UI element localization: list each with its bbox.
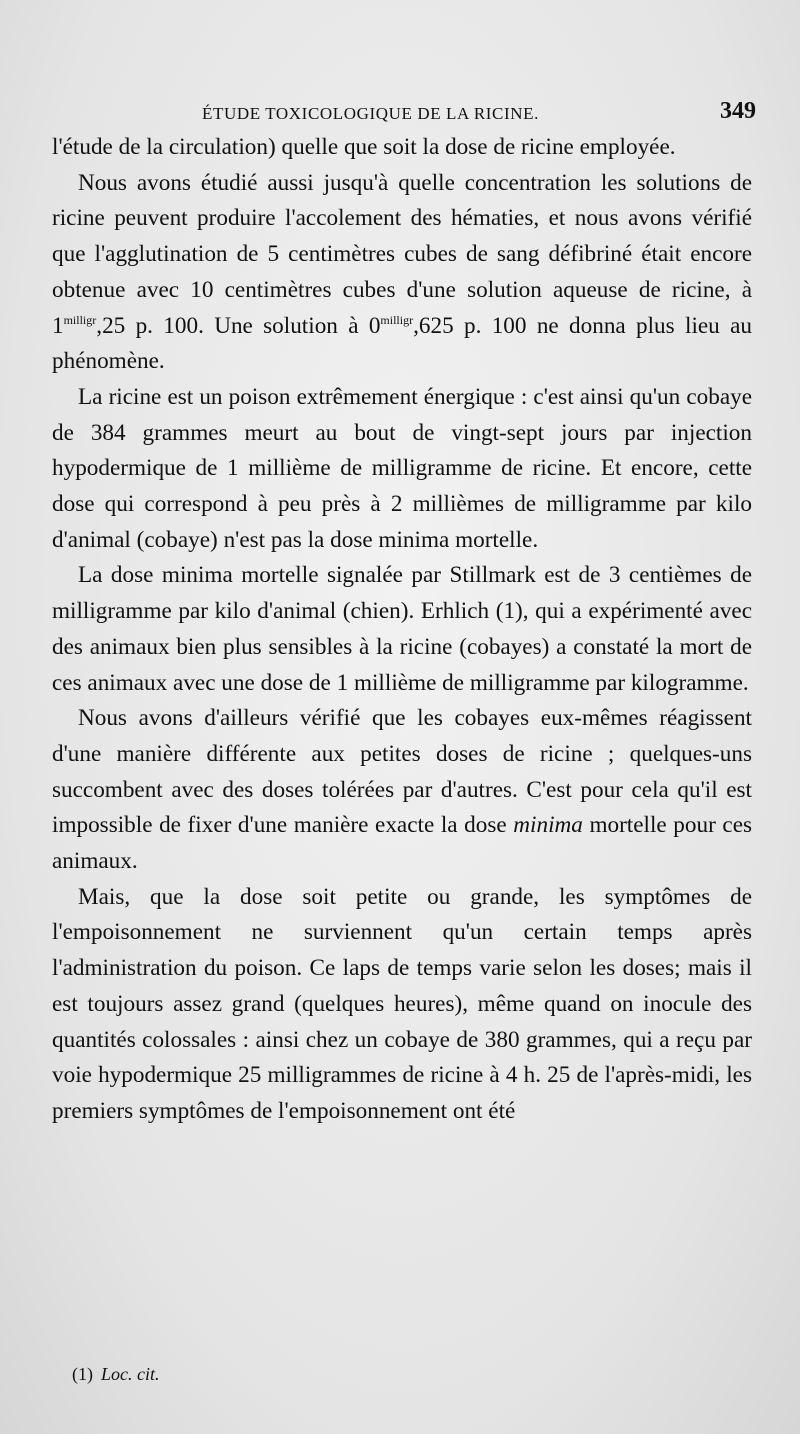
paragraph-4: La dose minima mortelle signalée par Stillmark est de 3 centièmes de milligramme par kilo d'animal (chien). Erhlich (1), qui a expérimenté avec des animaux bien plus sensibles à la ricine (cobayes) a constaté la mort de ces animaux avec une dose de 1 millième de milligramme par kilogramme. xyxy=(52,562,752,696)
running-title: ÉTUDE TOXICOLOGIQUE DE LA RICINE. xyxy=(202,104,539,123)
paragraph-2-part-b: ,25 p. 100. Une solution à 0 xyxy=(96,312,381,339)
running-head xyxy=(52,98,756,132)
italic-term: minima xyxy=(513,812,583,839)
page-number: 349 xyxy=(720,98,756,124)
paragraph-6: Mais, que la dose soit petite ou grande, les symptômes de l'empoisonnement ne surviennent qu'un certain temps après l'administration du poison. Ce laps de temps varie selon les doses; mais il est toujours assez grand (quelques heures), même quand on inocule des quantités colossales : ainsi chez un cobaye de 380 grammes, qui a reçu par voie hypodermique 25 milligrammes de ricine à 4 h. 25 de l'après-midi, les premiers symptômes de l'empoisonnement ont été xyxy=(52,883,752,1124)
paragraph-1: l'étude de la circulation) quelle que soit la dose de ricine employée. xyxy=(52,134,676,160)
paragraph-2 xyxy=(52,166,752,380)
superscript-unit-2: milligr xyxy=(380,312,414,327)
superscript-unit-1: milligr xyxy=(63,312,97,327)
paragraph-5-part-b: mortelle pour ces animaux. xyxy=(52,812,753,875)
paragraph-5 xyxy=(52,701,752,880)
paragraph-2-part-c: ,625 p. 100 ne donna plus lieu au phénomène. xyxy=(52,312,752,375)
footnote-text: Loc. cit. xyxy=(101,1364,160,1384)
paragraph-3: La ricine est un poison extrêmement énergique : c'est ainsi qu'un cobaye de 384 grammes meurt au bout de vingt-sept jours par injection hypodermique de 1 millième de milligramme de ricine. Et encore, cette dose qui correspond à peu près à 2 millièmes de milligramme par kilo d'animal (cobaye) n'est pas la dose minima mortelle. xyxy=(52,383,752,553)
paragraph-2-part-a: Nous avons étudié aussi jusqu'à quelle concentration les solutions de ricine peuvent produire l'accolement des hématies, et nous avons vérifié que l'agglutination de 5 centimètres cubes de sang défibriné était encore obtenue avec 10 centimètres cubes d'une solution aqueuse de ricine, à 1 xyxy=(52,169,752,339)
paragraph-5-part-a: Nous avons d'ailleurs vérifié que les cobayes eux-mêmes réagissent d'une manière différente aux petites doses de ricine ; quelques-uns succombent avec des doses tolérées par d'autres. C'est pour cela qu'il est impossible de fixer d'une manière exacte la dose xyxy=(52,705,752,839)
footnote xyxy=(72,1364,160,1385)
body-text xyxy=(52,130,752,1130)
footnote-label: (1) xyxy=(72,1364,93,1384)
